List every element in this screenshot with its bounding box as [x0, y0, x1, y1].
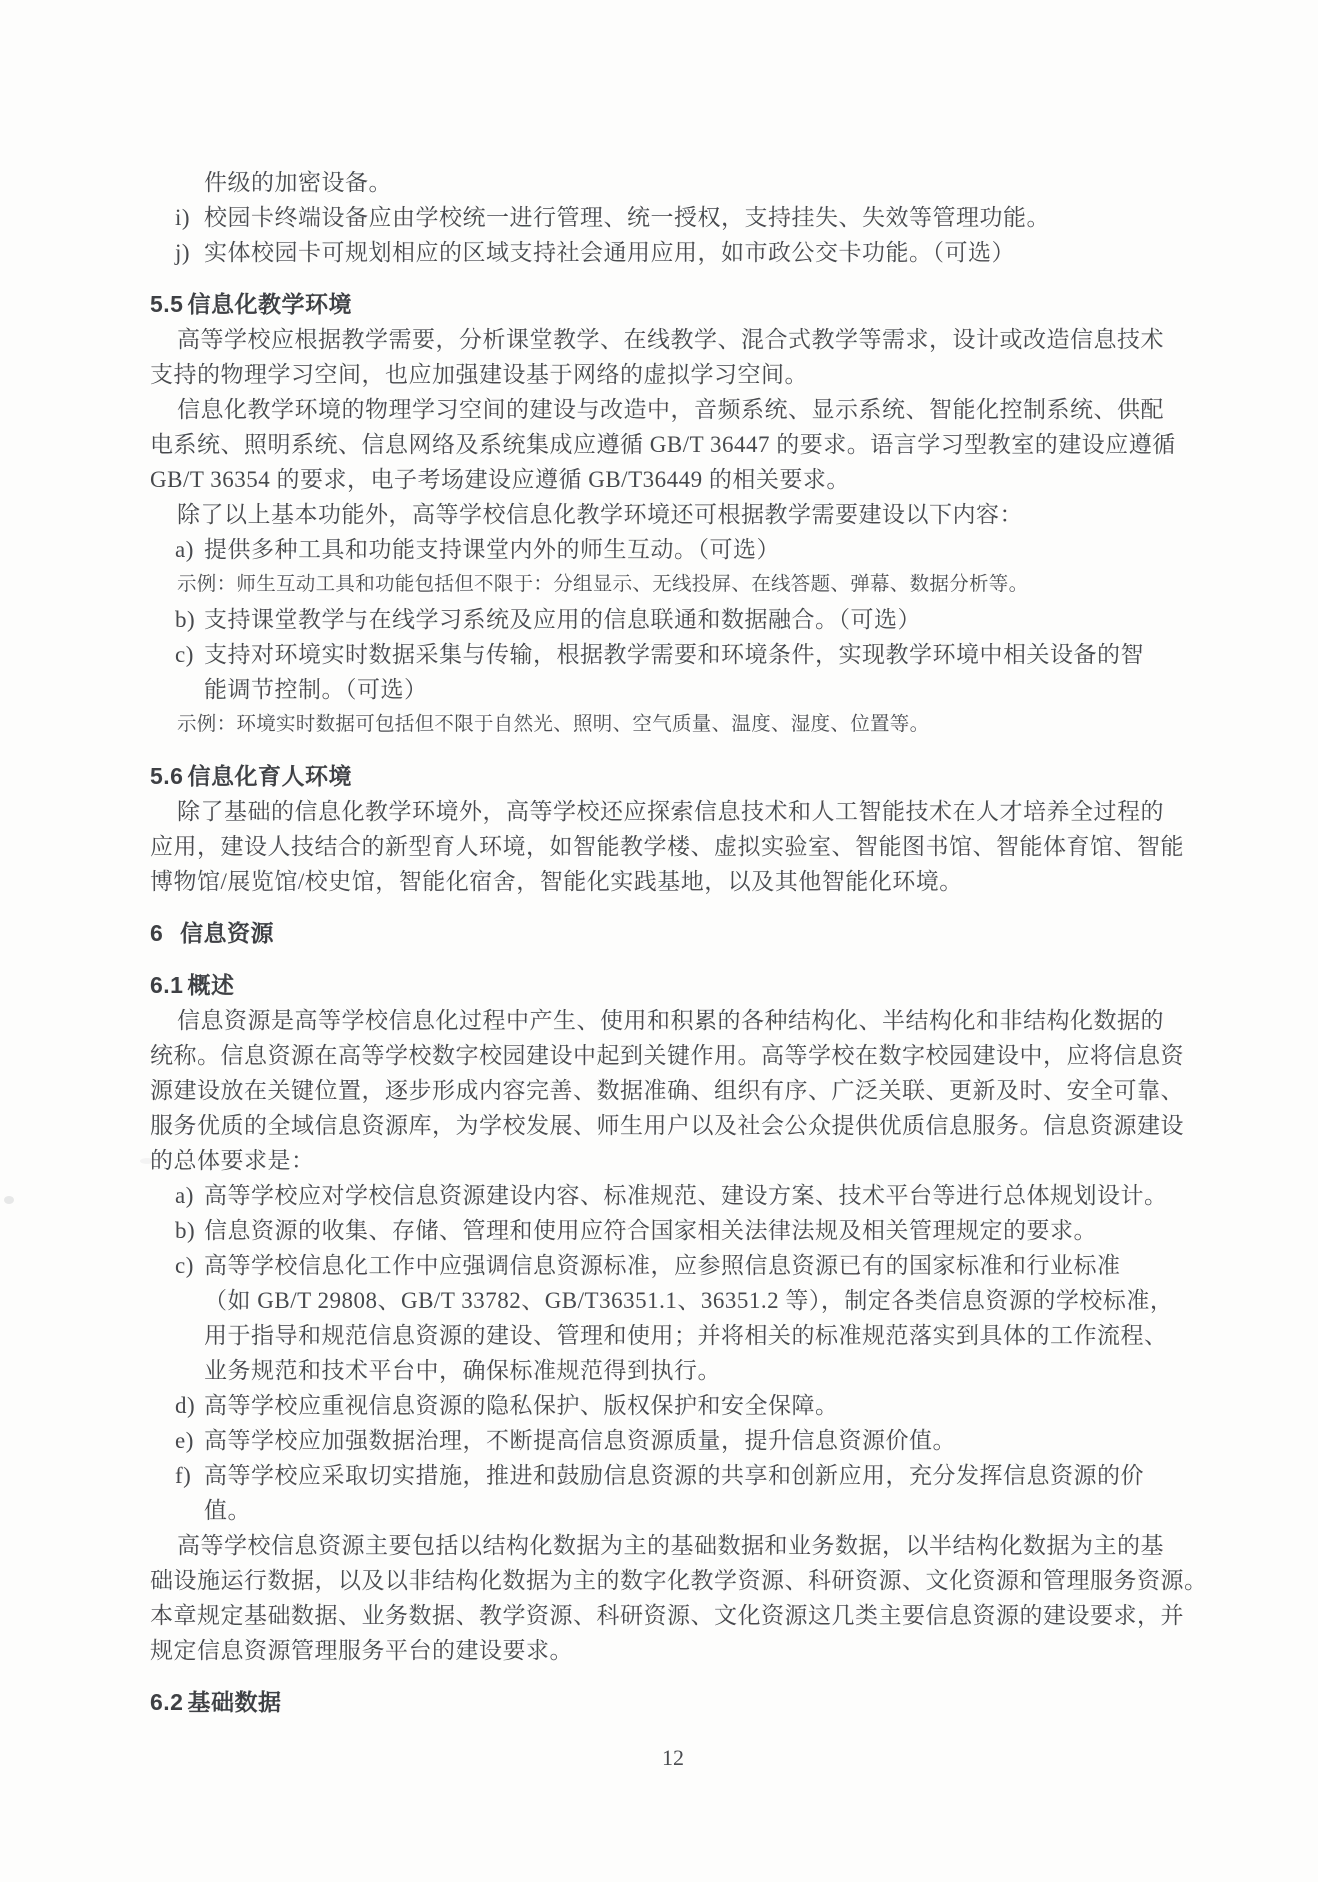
- section-title: 概述: [187, 972, 235, 998]
- section-number: 6.2: [150, 1689, 184, 1715]
- scan-artifact: [140, 1158, 154, 1164]
- list-item-d: [150, 1388, 1196, 1423]
- section-title: 信息化教学环境: [187, 291, 352, 317]
- section-title: 信息化育人环境: [187, 763, 352, 789]
- text-line: 支持的物理学习空间，也应加强建设基于网络的虚拟学习空间。: [150, 362, 808, 387]
- text-line: （如 GB/T 29808、GB/T 33782、GB/T36351.1、36351.2 等），制定各类信息资源的学校标准，: [204, 1288, 1174, 1313]
- list-item-b: [150, 1213, 1196, 1248]
- section-number: 5.5: [150, 291, 184, 317]
- text-line: 高等学校应根据教学需要，分析课堂教学、在线教学、混合式教学等需求，设计或改造信息技术: [177, 327, 1164, 352]
- text-line: 信息化教学环境的物理学习空间的建设与改造中，音频系统、显示系统、智能化控制系统、供配: [177, 397, 1164, 422]
- text-line: 电系统、照明系统、信息网络及系统集成应遵循 GB/T 36447 的要求。语言学习型教室的建设应遵循: [150, 432, 1176, 457]
- list-item-text: 实体校园卡可规划相应的区域支持社会通用应用，如市政公交卡功能。（可选）: [204, 240, 1015, 265]
- section-heading-5.6: [150, 759, 1196, 794]
- text-line: 除了基础的信息化教学环境外，高等学校还应探索信息技术和人工智能技术在人才培养全过程的: [177, 799, 1164, 824]
- scan-artifact: [333, 306, 338, 311]
- list-item-text: 支持课堂教学与在线学习系统及应用的信息联通和数据融合。（可选）: [204, 607, 921, 632]
- list-item-label: i): [175, 205, 191, 230]
- text-line: 源建设放在关键位置，逐步形成内容完善、数据准确、组织有序、广泛关联、更新及时、安全可靠、: [150, 1078, 1184, 1103]
- list-item-text: 信息资源的收集、存储、管理和使用应符合国家相关法律法规及相关管理规定的要求。: [204, 1218, 1097, 1243]
- list-item-label: d): [175, 1393, 196, 1418]
- list-item-label: e): [175, 1428, 194, 1453]
- section-heading-5.5: [150, 287, 1196, 322]
- text-line: 能调节控制。（可选）: [204, 677, 428, 702]
- example-note: 示例：师生互动工具和功能包括但不限于：分组显示、无线投屏、在线答题、弹幕、数据分析等。: [177, 574, 1029, 595]
- list-item-text: 校园卡终端设备应由学校统一进行管理、统一授权，支持挂失、失效等管理功能。: [204, 205, 1050, 230]
- list-item-b: [150, 602, 1196, 637]
- list-item-label: b): [175, 1218, 196, 1243]
- list-item-label: f): [175, 1463, 192, 1488]
- text-line: 服务优质的全域信息资源库，为学校发展、师生用户以及社会公众提供优质信息服务。信息资源建设: [150, 1113, 1184, 1138]
- section-number: 5.6: [150, 763, 184, 789]
- list-item-text: 高等学校应对学校信息资源建设内容、标准规范、建设方案、技术平台等进行总体规划设计。: [204, 1183, 1168, 1208]
- list-item-a: [150, 532, 1196, 567]
- text-line: GB/T 36354 的要求，电子考场建设应遵循 GB/T36449 的相关要求。: [150, 467, 850, 492]
- text-line: 本章规定基础数据、业务数据、教学资源、科研资源、文化资源这几类主要信息资源的建设要求，并: [150, 1603, 1184, 1628]
- text-line: 础设施运行数据，以及以非结构化数据为主的数字化教学资源、科研资源、文化资源和管理服务资源。: [150, 1568, 1208, 1593]
- text-line: 的总体要求是：: [150, 1148, 315, 1173]
- list-item-c: [150, 1248, 1196, 1283]
- list-item-j: [150, 235, 1196, 270]
- text-line: 值。: [204, 1498, 251, 1523]
- text-line: 高等学校信息资源主要包括以结构化数据为主的基础数据和业务数据，以半结构化数据为主的基: [177, 1533, 1164, 1558]
- document-body: [150, 165, 1208, 1720]
- list-item-i: [150, 200, 1196, 235]
- list-item-label: b): [175, 607, 196, 632]
- text-line: 应用，建设人技结合的新型育人环境，如智能教学楼、虚拟实验室、智能图书馆、智能体育馆、智能: [150, 834, 1184, 859]
- text-line: 业务规范和技术平台中，确保标准规范得到执行。: [204, 1358, 721, 1383]
- page-number: 12: [662, 1745, 684, 1770]
- list-item-text: 提供多种工具和功能支持课堂内外的师生互动。（可选）: [204, 537, 780, 562]
- text-line: 统称。信息资源在高等学校数字校园建设中起到关键作用。高等学校在数字校园建设中，应将信息资: [150, 1043, 1184, 1068]
- list-item-label: c): [175, 1253, 194, 1278]
- list-item-c: [150, 637, 1196, 672]
- list-item-label: c): [175, 642, 194, 667]
- section-title: 基础数据: [187, 1689, 282, 1715]
- list-item-label: j): [175, 240, 191, 265]
- section-heading-6.1: [150, 968, 1196, 1003]
- section-title: 信息资源: [180, 920, 274, 946]
- list-item-text: 高等学校应重视信息资源的隐私保护、版权保护和安全保障。: [204, 1393, 839, 1418]
- text-line: 件级的加密设备。: [204, 170, 392, 195]
- list-item-text: 支持对环境实时数据采集与传输，根据教学需要和环境条件，实现教学环境中相关设备的智: [204, 642, 1144, 667]
- text-line: 用于指导和规范信息资源的建设、管理和使用；并将相关的标准规范落实到具体的工作流程、: [204, 1323, 1168, 1348]
- section-heading-6.2: [150, 1685, 1196, 1720]
- text-line: 除了以上基本功能外，高等学校信息化教学环境还可根据教学需要建设以下内容：: [177, 502, 1023, 527]
- example-note: 示例：环境实时数据可包括但不限于自然光、照明、空气质量、温度、湿度、位置等。: [177, 714, 930, 735]
- text-line: 信息资源是高等学校信息化过程中产生、使用和积累的各种结构化、半结构化和非结构化数据的: [177, 1008, 1164, 1033]
- list-item-label: a): [175, 1183, 194, 1208]
- list-item-a: [150, 1178, 1196, 1213]
- list-item-e: [150, 1423, 1196, 1458]
- section-number: 6: [150, 920, 164, 946]
- list-item-label: a): [175, 537, 194, 562]
- text-line: 博物馆/展览馆/校史馆，智能化宿舍，智能化实践基地，以及其他智能化环境。: [150, 869, 963, 894]
- text-line: 规定信息资源管理服务平台的建设要求。: [150, 1638, 573, 1663]
- list-item-text: 高等学校应采取切实措施，推进和鼓励信息资源的共享和创新应用，充分发挥信息资源的价: [204, 1463, 1144, 1488]
- list-item-text: 高等学校应加强数据治理，不断提高信息资源质量，提升信息资源价值。: [204, 1428, 956, 1453]
- scan-artifact: [4, 1196, 14, 1204]
- section-heading-6: [150, 916, 1196, 951]
- list-item-f: [150, 1458, 1196, 1493]
- section-number: 6.1: [150, 972, 184, 998]
- list-item-text: 高等学校信息化工作中应强调信息资源标准，应参照信息资源已有的国家标准和行业标准: [204, 1253, 1121, 1278]
